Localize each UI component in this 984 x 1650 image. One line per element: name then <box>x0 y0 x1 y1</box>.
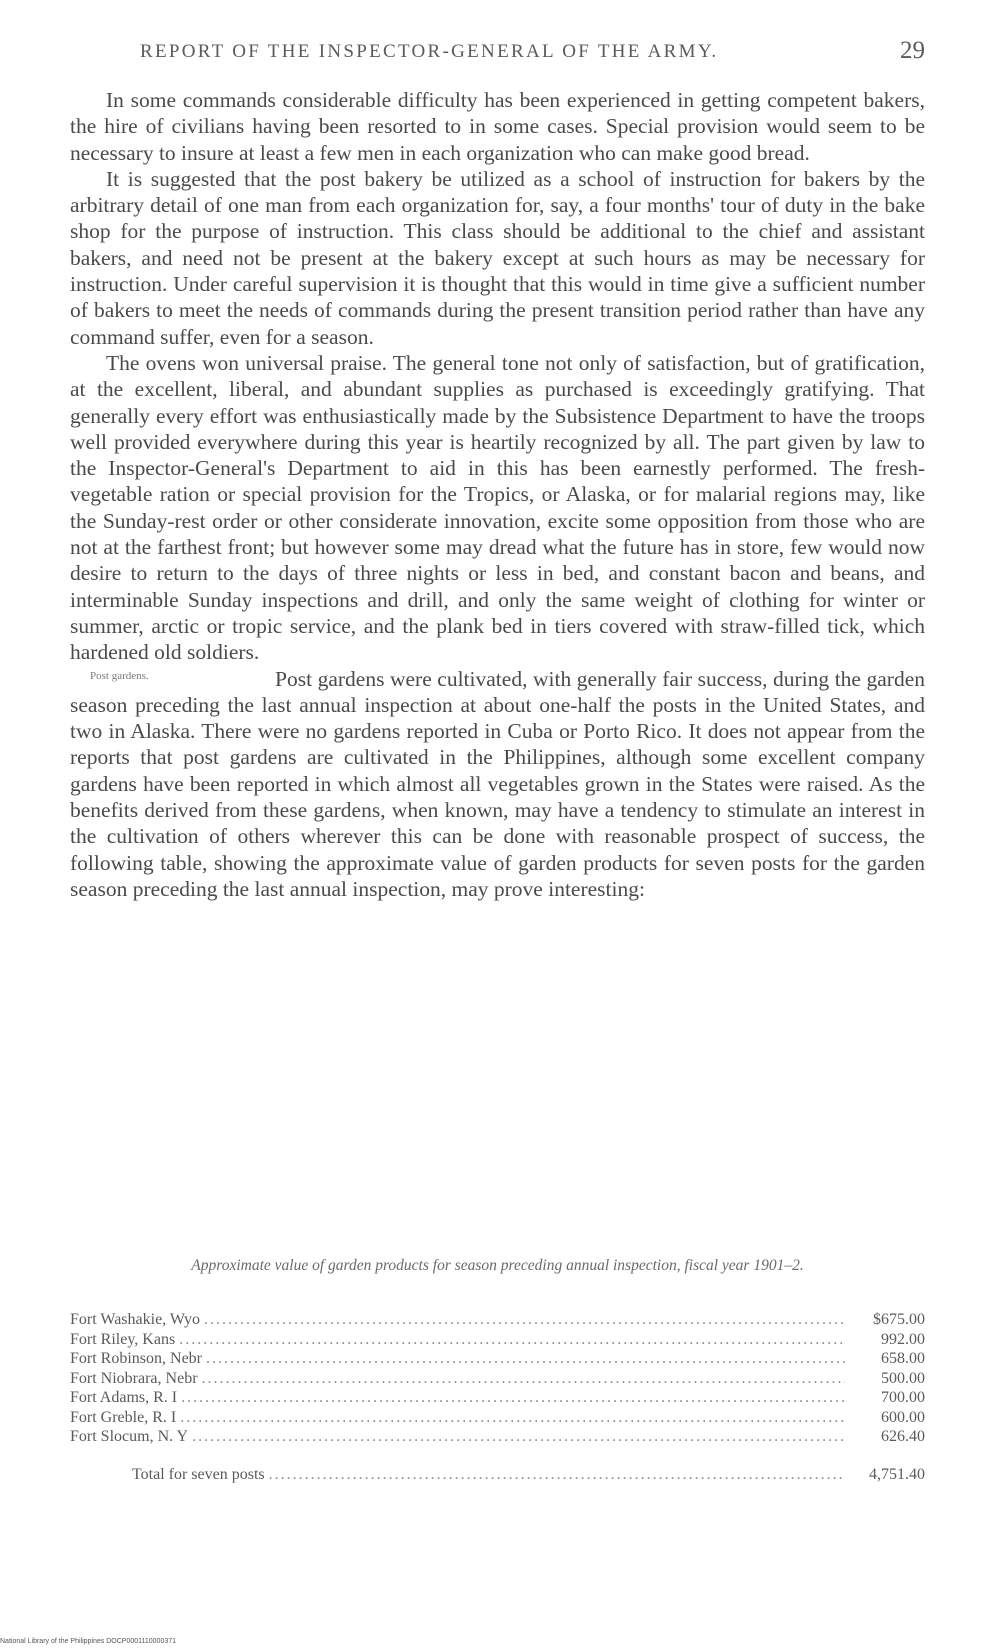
table-row <box>70 1388 925 1408</box>
table-row <box>70 1310 925 1330</box>
table-caption: Approximate value of garden products for season preceding annual inspection, fiscal year 1901–2. <box>191 1257 804 1274</box>
header-title: REPORT OF THE INSPECTOR-GENERAL OF THE ARMY. <box>140 41 719 62</box>
table-total-row <box>70 1465 925 1485</box>
leader-dots <box>206 1349 845 1369</box>
post-name: Fort Niobrara, Nebr <box>70 1369 198 1387</box>
post-value: 600.00 <box>881 1408 925 1426</box>
margin-note: Post gardens. <box>90 669 149 682</box>
running-header <box>140 37 925 67</box>
post-name: Fort Washakie, Wyo <box>70 1311 201 1328</box>
total-label: Total for seven posts <box>132 1465 265 1483</box>
leader-dots <box>180 1408 845 1428</box>
post-value: 700.00 <box>881 1389 925 1406</box>
leader-dots <box>192 1427 845 1447</box>
leader-dots <box>204 1310 845 1330</box>
post-value: 500.00 <box>881 1369 925 1387</box>
post-name: Fort Riley, Kans <box>70 1330 176 1348</box>
paragraph-ovens: The ovens won universal praise. The general tone not only of satisfaction, but of gratification, at the excellent, liberal, and abundant supplies as purchased is exceedingly gratifying. That generally every effort was enthusiastically made by the Subsistence Department to have the troops well provided everywhere during this year is heartily recognized by all. The part given by law to the Inspector-General's Department to aid in this has been earnestly performed. The fresh-vegetable ration or special provision for the Tropics, or Alaska, or for malarial regions may, like the Sunday-rest order or other considerate innovation, excite some opposition from those who are not at the farthest front; but however some may dread what the future has in store, few would now desire to return to the days of three nights or less in bed, and constant bacon and beans, and interminable Sunday inspections and drill, and only the same weight of clothing for winter or summer, arctic or tropic service, and the plank bed in tiers covered with straw-filled tick, which hardened old soldiers. <box>70 350 925 665</box>
table-row <box>70 1427 925 1447</box>
post-name: Fort Robinson, Nebr <box>70 1350 202 1367</box>
post-name: Fort Slocum, N. Y <box>70 1428 189 1445</box>
paragraph-post-gardens: Post gardens were cultivated, with generally fair success, during the garden season preceding the last annual inspection at about one-half the posts in the United States, and two in Alaska. There were no gardens reported in Cuba or Porto Rico. It does not appear from the reports that post gardens are cultivated in the Philippines, although some excellent company gardens have been reported in which almost all vegetables grown in the States were raised. As the benefits derived from these gardens, when known, may have a tendency to stimulate an interest in the cultivation of others wherever this can be done with reasonable prospect of success, the following table, showing the approximate value of garden products for seven posts for the garden season preceding the last annual inspection, may prove interesting: <box>70 666 925 901</box>
post-gardens-section <box>70 666 925 903</box>
page-number: 29 <box>900 37 925 64</box>
post-value: 658.00 <box>881 1350 925 1367</box>
leader-dots <box>179 1330 845 1350</box>
post-value: 626.40 <box>881 1428 925 1445</box>
archive-footer: National Library of the Philippines DOCP0001110000371 <box>0 1638 177 1645</box>
post-value: $675.00 <box>873 1311 925 1328</box>
body-text <box>70 87 925 902</box>
leader-dots <box>202 1369 845 1389</box>
table-row <box>70 1330 925 1350</box>
total-value: 4,751.40 <box>869 1465 925 1483</box>
post-value: 992.00 <box>881 1330 925 1348</box>
paragraph-bakers: In some commands considerable difficulty has been experienced in getting competent bakers, the hire of civilians having been resorted to in some cases. Special provision would seem to be necessary to insure at least a few men in each organization who can make good bread. <box>70 88 925 165</box>
table-row <box>70 1349 925 1369</box>
paragraph-bakery-school: It is suggested that the post bakery be utilized as a school of instruction for bakers by the arbitrary detail of one man from each organization for, say, a four months' tour of duty in the bake shop for the purpose of instruction. This class should be additional to the chief and assistant bakers, and need not be present at the bakery except at such hours as may be necessary for instruction. Under careful supervision it is thought that this would in time give a sufficient number of bakers to meet the needs of commands during the present transition period rather than have any command suffer, even for a season. <box>70 166 925 349</box>
table-row <box>70 1369 925 1389</box>
garden-value-table <box>70 1310 925 1484</box>
leader-dots <box>269 1465 845 1485</box>
post-name: Fort Greble, R. I <box>70 1408 177 1426</box>
post-name: Fort Adams, R. I <box>70 1389 178 1406</box>
table-row <box>70 1408 925 1428</box>
leader-dots <box>181 1388 845 1408</box>
